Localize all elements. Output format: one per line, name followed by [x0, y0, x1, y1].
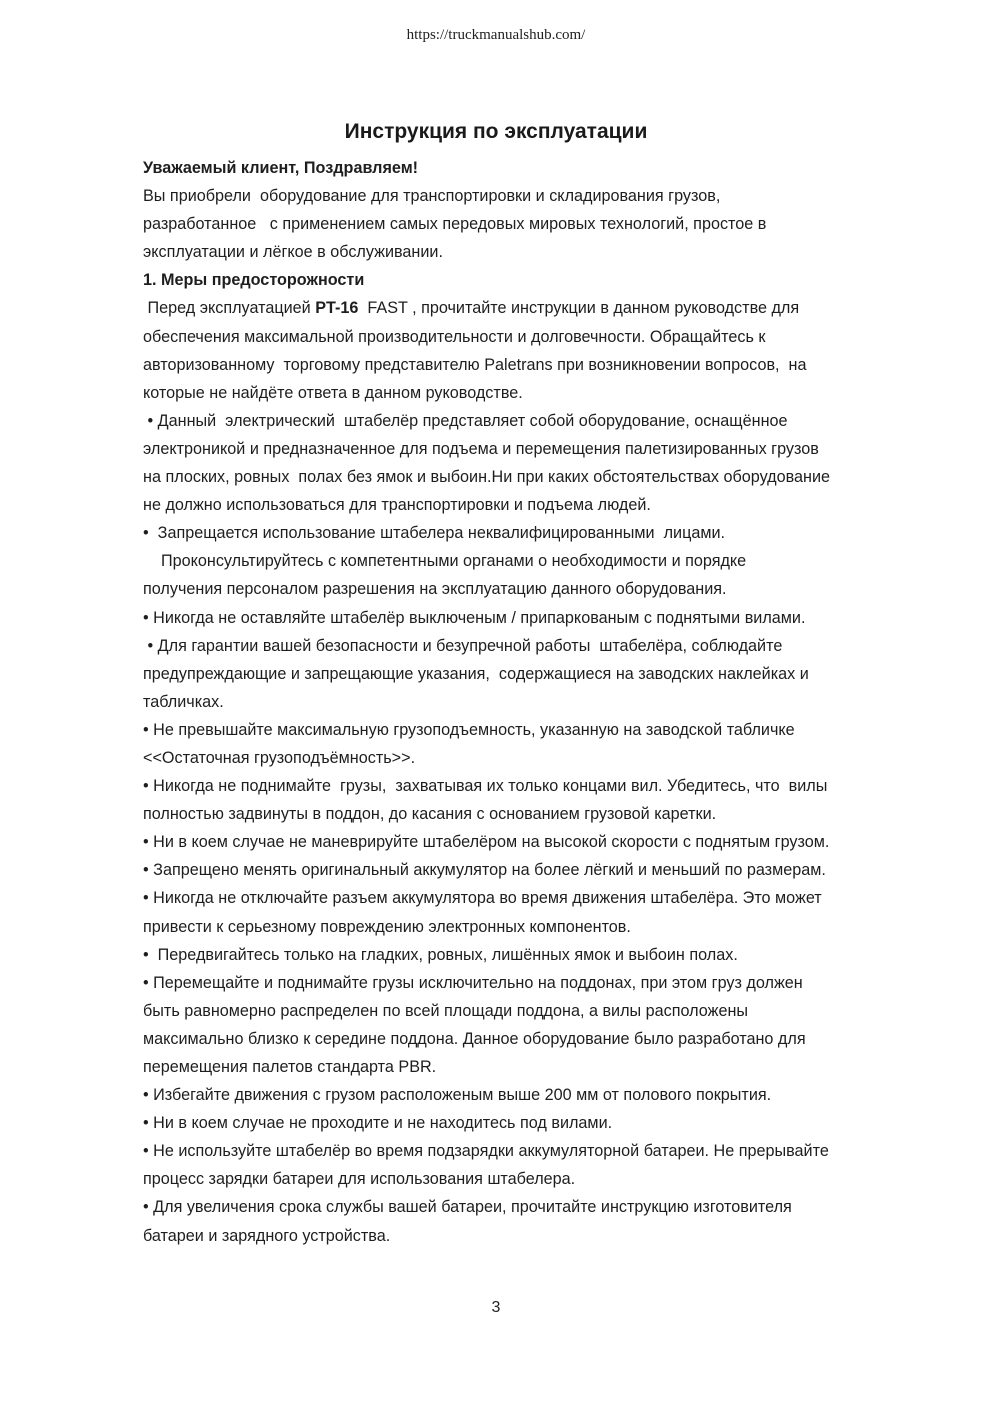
text-line: • Избегайте движения с грузом расположеным выше 200 мм от полового покрытия. — [143, 1086, 772, 1105]
text-line: • Никогда не оставляйте штабелёр выключеным / припаркованым с поднятыми вилами. — [143, 608, 806, 627]
text-line: обеспечения максимальной производительности и долговечности. Обращайтесь к — [143, 327, 766, 346]
text-line: табличках. — [143, 692, 224, 711]
text-line: батареи и зарядного устройства. — [143, 1226, 391, 1245]
text-line: • Ни в коем случае не маневрируйте штабелёром на высокой скорости с поднятым грузом. — [143, 833, 830, 852]
text-line: • Для гарантии вашей безопасности и безупречной работы штабелёра, соблюдайте — [143, 636, 783, 655]
text-line: полностью задвинуты в поддон, до касания с основанием грузовой каретки. — [143, 805, 717, 824]
text-line: предупреждающие и запрещающие указания, содержащиеся на заводских наклейках и — [143, 664, 809, 683]
text-line: • Не превышайте максимальную грузоподъемность, указанную на заводской табличке — [143, 720, 795, 739]
page-title: Инструкция по эксплуатации — [344, 120, 648, 143]
text-line: авторизованному торговому представителю Paletrans при возникновении вопросов, на — [143, 355, 807, 374]
text-line: • Никогда не отключайте разъем аккумулятора во время движения штабелёра. Это может — [143, 889, 822, 908]
text-line: • Никогда не поднимайте грузы, захватывая их только концами вил. Убедитесь, что вилы — [143, 777, 828, 796]
text-line: разработанное с применением самых передовых мировых технологий, простое в — [143, 215, 767, 234]
page-number: 3 — [491, 1299, 501, 1316]
text-line: Вы приобрели оборудование для транспортировки и складирования грузов, — [143, 187, 721, 206]
text-line: <<Остаточная грузоподъёмность>>. — [143, 748, 416, 767]
text-segment: FAST , прочитайте инструкции в данном руководстве для — [358, 299, 800, 318]
text-line: • Передвигайтесь только на гладких, ровных, лишённых ямок и выбоин полах. — [143, 945, 738, 964]
text-line: Проконсультируйтесь с компетентными органами о необходимости и порядке — [143, 552, 747, 571]
source-url: https://truckmanualshub.com/ — [406, 27, 586, 43]
text-line: которые не найдёте ответа в данном руководстве. — [143, 383, 523, 402]
text-line: максимально близко к середине поддона. Данное оборудование было разработано для — [143, 1029, 806, 1048]
text-line: не должно использоваться для транспортировки и подъема людей. — [143, 496, 651, 515]
text-line: получения персоналом разрешения на эксплуатацию данного оборудования. — [143, 580, 727, 599]
text-line: • Для увеличения срока службы вашей батареи, прочитайте инструкцию изготовителя — [143, 1198, 792, 1217]
text-line: • Запрещается использование штабелера неквалифицированными лицами. — [143, 524, 726, 543]
text-line: • Запрещено менять оригинальный аккумулятор на более лёгкий и меньший по размерам. — [143, 861, 826, 880]
section-heading: Уважаемый клиент, Поздравляем! — [143, 159, 419, 177]
document-body — [143, 154, 933, 1250]
section-heading: 1. Меры предосторожности — [143, 271, 365, 290]
text-line: привести к серьезному повреждению электронных компонентов. — [143, 917, 631, 936]
text-line: быть равномерно распределен по всей площади поддона, а вилы расположены — [143, 1001, 749, 1020]
text-segment: Перед эксплуатацией — [143, 299, 316, 318]
text-line: перемещения палетов стандарта PBR. — [143, 1058, 437, 1076]
text-line — [143, 294, 933, 322]
text-line: • Перемещайте и поднимайте грузы исключительно на поддонах, при этом груз должен — [143, 973, 803, 992]
text-line: • Данный электрический штабелёр представляет собой оборудование, оснащённое — [143, 411, 788, 430]
text-line: • Ни в коем случае не проходите и не находитесь под вилами. — [143, 1114, 613, 1133]
text-line: • Не используйте штабелёр во время подзарядки аккумуляторной батареи. Не прерывайте — [143, 1142, 829, 1161]
model-name: PT-16 — [315, 299, 359, 318]
text-line: электроникой и предназначенное для подъема и перемещения палетизированных грузов — [143, 439, 819, 458]
text-line: на плоских, ровных полах без ямок и выбоин.Ни при каких обстоятельствах оборудование — [143, 468, 831, 487]
text-line: процесс зарядки батареи для использования штабелера. — [143, 1170, 576, 1189]
text-line: эксплуатации и лёгкое в обслуживании. — [143, 243, 443, 262]
